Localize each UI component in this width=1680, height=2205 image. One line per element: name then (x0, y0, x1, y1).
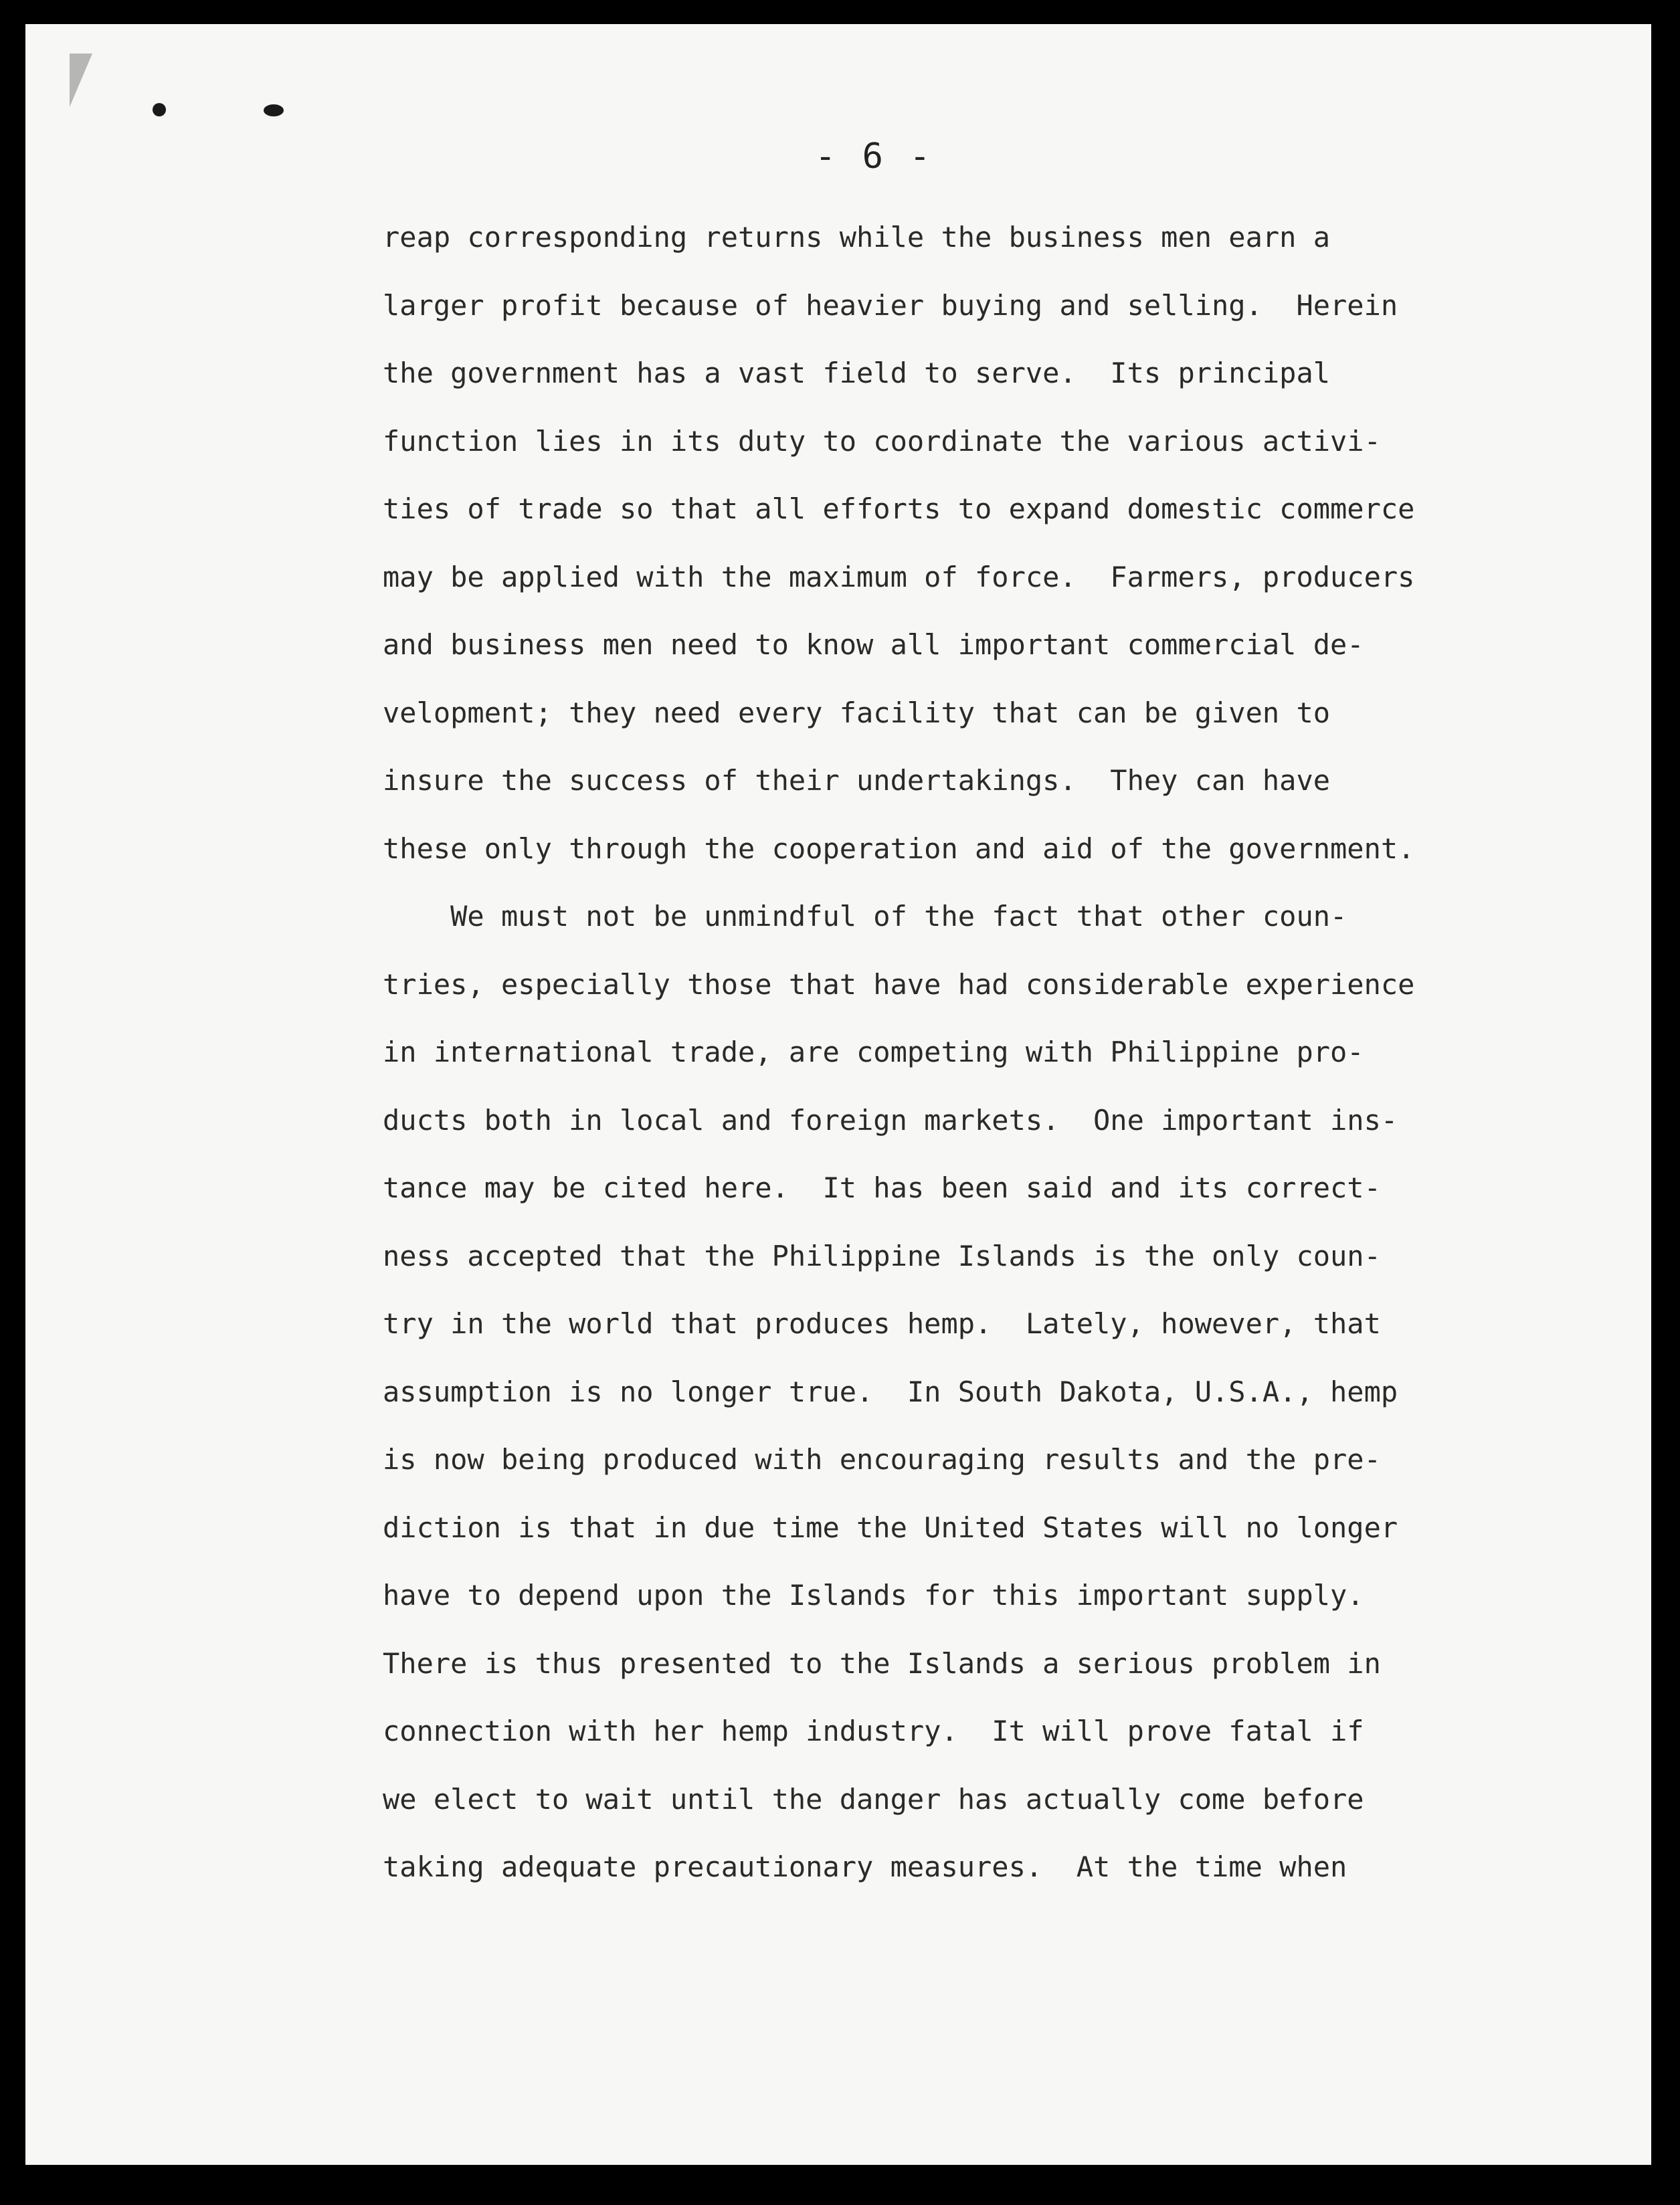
text-line: may be applied with the maximum of force. Farmers, producers (383, 560, 1415, 593)
text-line: velopment; they need every facility that can be given to (383, 696, 1331, 729)
text-line: ness accepted that the Philippine Islands is the only coun- (383, 1239, 1381, 1272)
ink-spot (153, 103, 166, 116)
text-line: reap corresponding returns while the business men earn a (383, 221, 1331, 254)
text-line: in international trade, are competing with Philippine pro- (383, 1036, 1364, 1068)
text-line: taking adequate precautionary measures. At the time when (383, 1850, 1347, 1883)
text-line: tance may be cited here. It has been said and its correct- (383, 1171, 1381, 1204)
text-line: we elect to wait until the danger has actually come before (383, 1782, 1364, 1816)
text-line: diction is that in due time the United States will no longer (383, 1511, 1398, 1544)
text-line: We must not be unmindful of the fact that other coun- (383, 900, 1347, 933)
text-line: and business men need to know all important commercial de- (383, 628, 1364, 661)
text-line: try in the world that produces hemp. Lately, however, that (383, 1307, 1381, 1340)
text-line: the government has a vast field to serve. Its principal (383, 357, 1331, 389)
text-line: There is thus presented to the Islands a serious problem in (383, 1646, 1381, 1680)
document-page (25, 24, 1651, 2165)
text-line: is now being produced with encouraging results and the pre- (383, 1443, 1381, 1476)
text-line: connection with her hemp industry. It will prove fatal if (383, 1715, 1364, 1747)
text-line: tries, especially those that have had considerable experience (383, 967, 1415, 1001)
text-line: have to depend upon the Islands for this important supply. (383, 1579, 1364, 1612)
text-line: ducts both in local and foreign markets. One important ins- (383, 1103, 1398, 1137)
text-line: function lies in its duty to coordinate the various activi- (383, 424, 1381, 458)
text-line: larger profit because of heavier buying and selling. Herein (383, 288, 1398, 322)
corner-smudge (70, 54, 92, 107)
text-line: insure the success of their undertakings. They can have (383, 764, 1331, 797)
page-number: - 6 - (815, 136, 933, 177)
text-line: these only through the cooperation and aid of the government. (383, 832, 1415, 865)
ink-spot (264, 104, 284, 116)
text-line: assumption is no longer true. In South Dakota, U.S.A., hemp (383, 1375, 1398, 1408)
text-line: ties of trade so that all efforts to expand domestic commerce (383, 492, 1415, 525)
typed-text-body (383, 203, 1426, 1901)
